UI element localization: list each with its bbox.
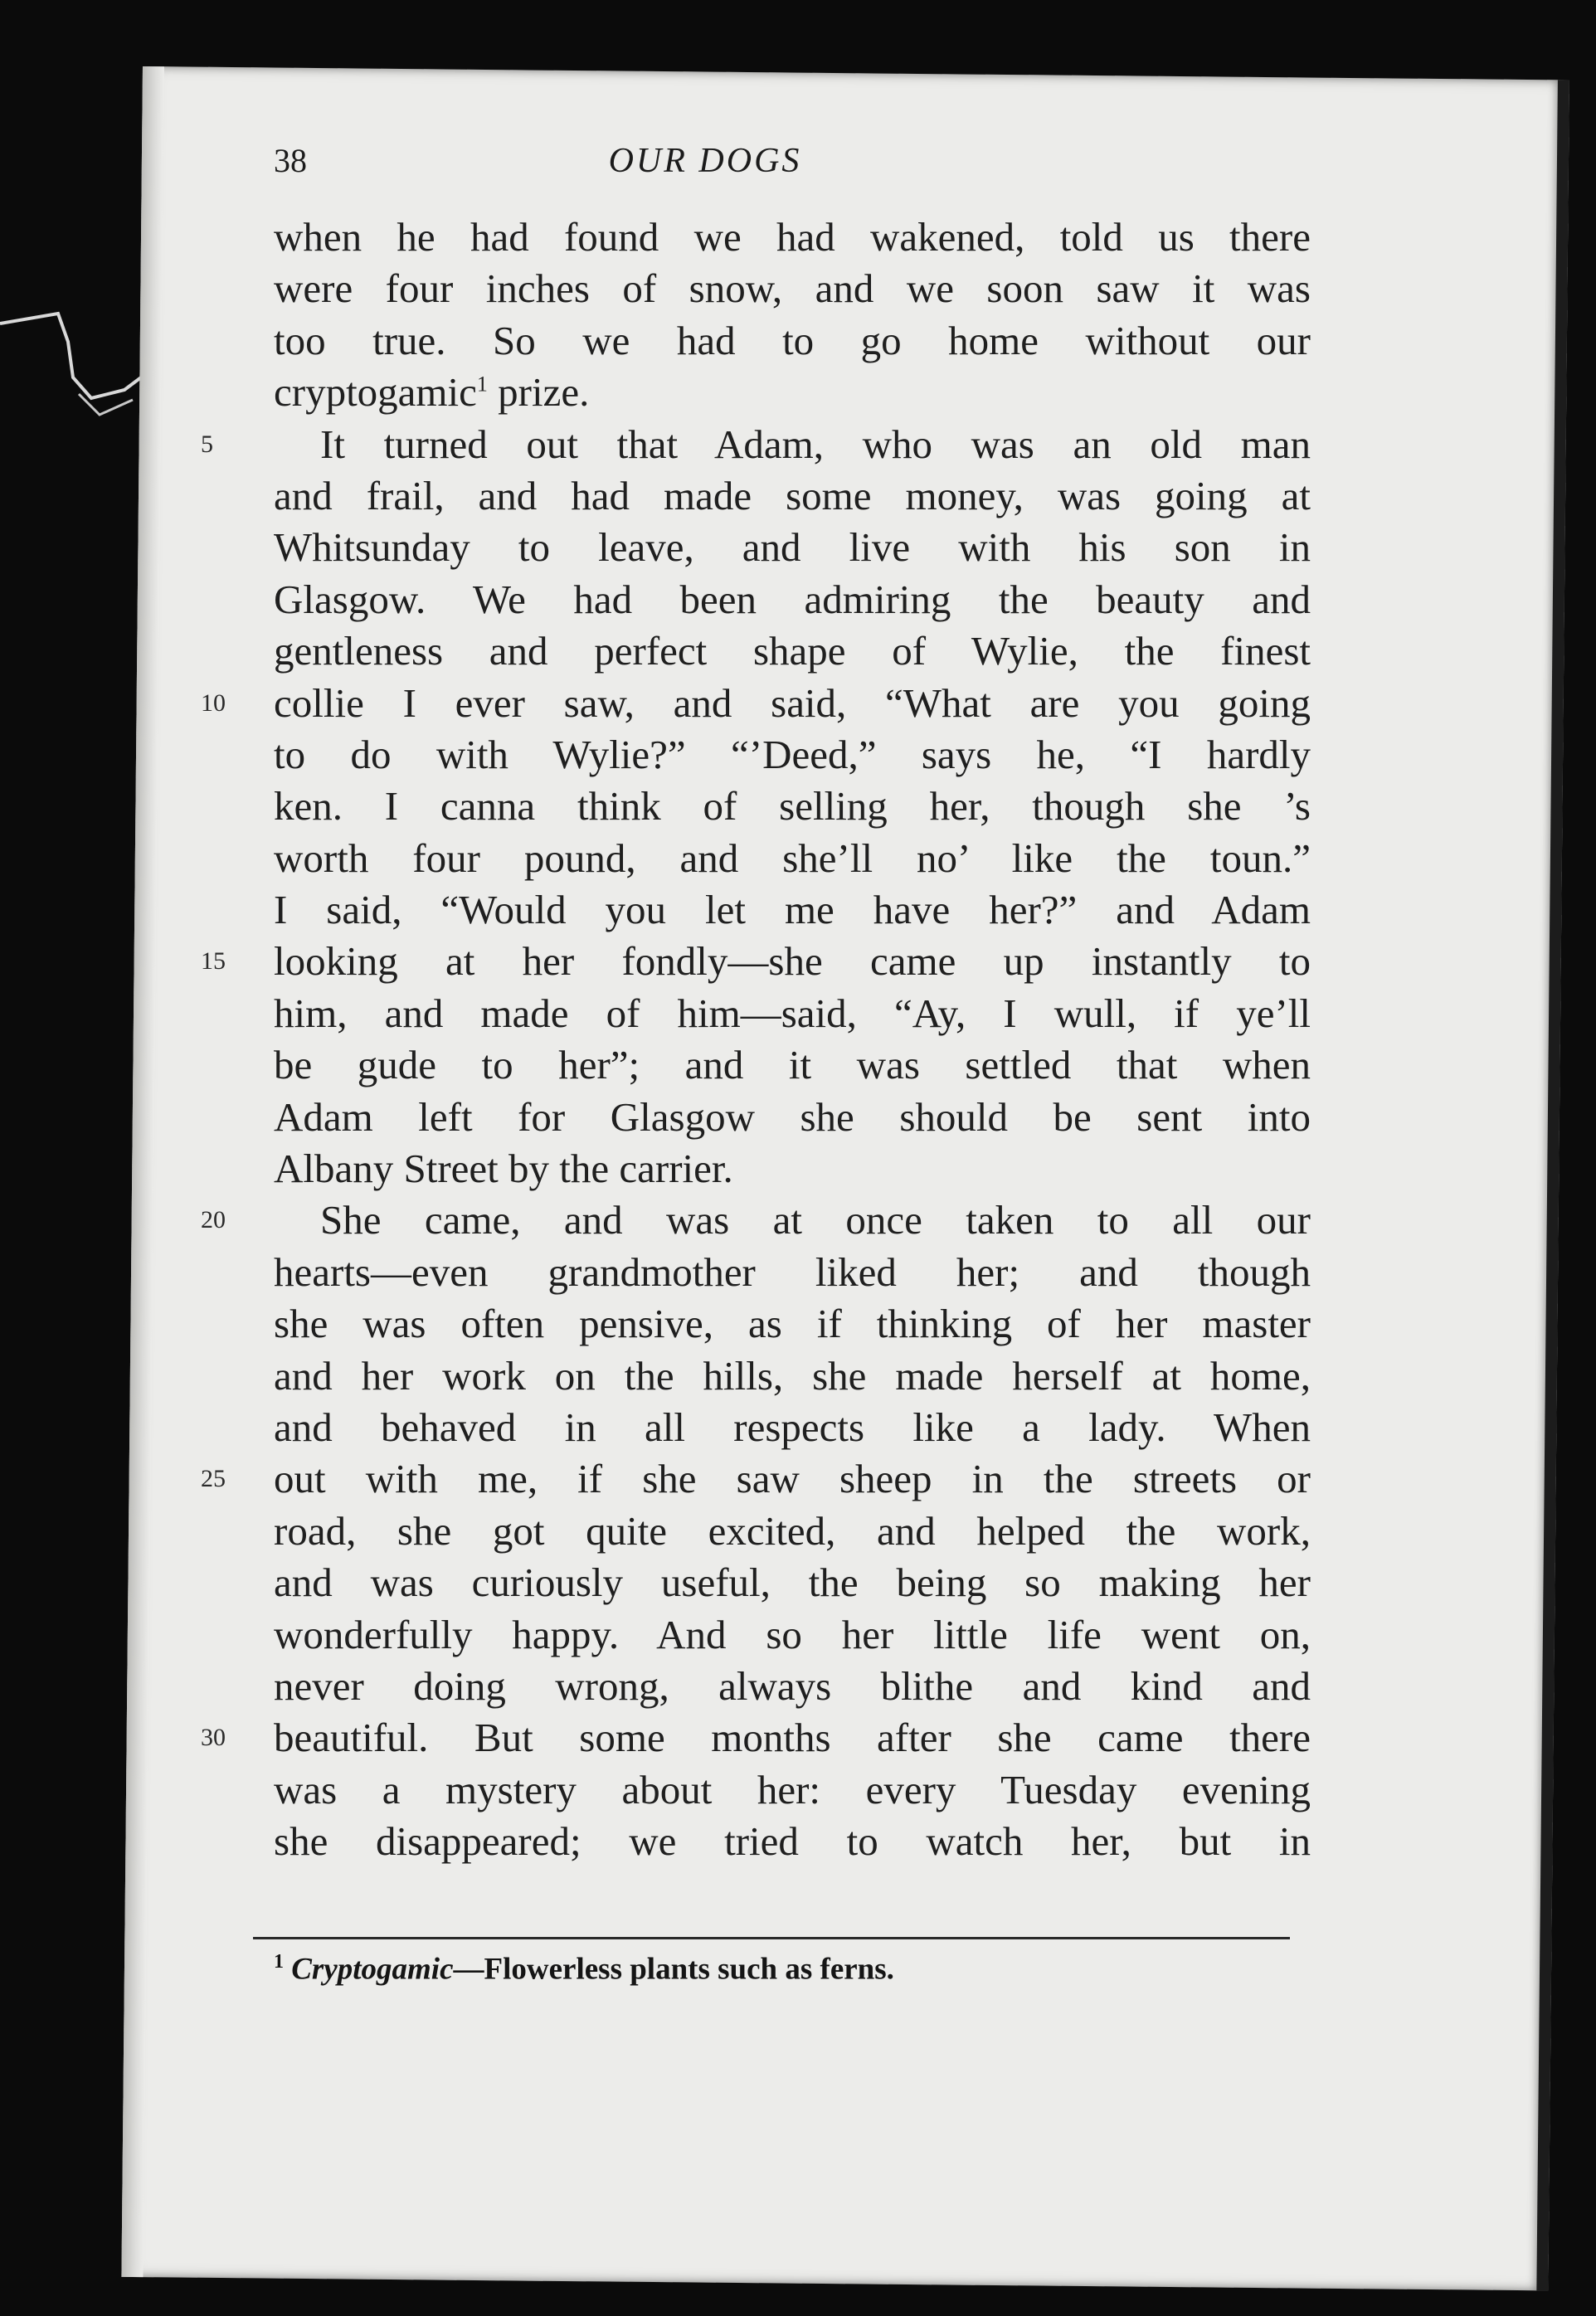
- line-number: 20: [201, 1206, 226, 1234]
- line-text-content: too true. So we had to go home without our: [274, 317, 1311, 363]
- footnote-reference: 1: [476, 372, 488, 397]
- line-text: [274, 1609, 1311, 1661]
- line-text-content: road, she got quite excited, and helped the work,: [274, 1507, 1311, 1554]
- line-number: 5: [201, 430, 213, 458]
- line-text-content: worth four pound, and she’ll no’ like the toun.”: [274, 834, 1311, 881]
- line-text-content: and her work on the hills, she made herself at home,: [274, 1352, 1311, 1399]
- line-text-content: was a mystery about her: every Tuesday evening: [274, 1766, 1311, 1812]
- text-line: [201, 1453, 1311, 1505]
- line-text: [274, 574, 1311, 625]
- page-header: [274, 141, 1352, 199]
- body-text: [201, 212, 1311, 1868]
- text-line: [274, 1092, 1311, 1143]
- line-text: [274, 1816, 1311, 1867]
- line-text: [274, 1712, 1311, 1764]
- line-text-content: wonderfully happy. And so her little life went on,: [274, 1611, 1311, 1657]
- line-text-content: she was often pensive, as if thinking of her master: [274, 1301, 1311, 1347]
- line-text: [274, 212, 1311, 263]
- text-line: [274, 1506, 1311, 1557]
- text-line: [201, 1712, 1311, 1764]
- line-text-content: She came, and was at once taken to all our: [320, 1197, 1311, 1243]
- line-number: 10: [201, 688, 226, 717]
- line-text-content: Adam left for Glasgow she should be sent into: [274, 1093, 1311, 1140]
- line-text-content: Albany Street by the carrier.: [274, 1146, 733, 1192]
- line-text: [274, 1350, 1311, 1402]
- footnote-marker: 1: [274, 1951, 284, 1973]
- text-line: [274, 574, 1311, 625]
- line-text: [274, 1194, 1311, 1246]
- text-line: [274, 1609, 1311, 1661]
- line-number: 25: [201, 1465, 226, 1493]
- line-text: [274, 1092, 1311, 1143]
- text-line: [274, 1764, 1311, 1816]
- line-text-content: hearts—even grandmother liked her; and though: [274, 1248, 1311, 1295]
- footnote-rule: [253, 1937, 1290, 1939]
- line-text-content: Whitsunday to leave, and live with his son in: [274, 524, 1311, 571]
- line-text: [274, 1247, 1311, 1298]
- line-text-content: I said, “Would you let me have her?” and Adam: [274, 887, 1311, 933]
- text-line: [274, 1143, 1311, 1194]
- line-text: [274, 1039, 1311, 1091]
- line-text: [274, 988, 1311, 1039]
- text-line: [274, 884, 1311, 936]
- line-text-content: and frail, and had made some money, was going at: [274, 472, 1311, 518]
- line-text: [274, 1453, 1311, 1505]
- line-text-content: out with me, if she saw sheep in the streets or: [274, 1456, 1311, 1502]
- text-line: [274, 1402, 1311, 1453]
- footnote: [274, 1951, 1311, 1987]
- page-edge: [1536, 80, 1569, 2290]
- line-text-content: to do with Wylie?” “’Deed,” says he, “I hardly: [274, 731, 1311, 777]
- line-text: [274, 1143, 1311, 1194]
- paper-tear-mark: [0, 299, 158, 431]
- line-text: [274, 884, 1311, 936]
- line-text: [274, 1557, 1311, 1608]
- text-line: [274, 625, 1311, 677]
- text-line: [201, 1194, 1311, 1246]
- text-line: [274, 781, 1311, 832]
- line-text-content: gentleness and perfect shape of Wylie, the finest: [274, 628, 1311, 674]
- line-text: [274, 936, 1311, 987]
- line-text-content: It turned out that Adam, who was an old man: [320, 421, 1311, 467]
- text-line: [274, 1247, 1311, 1298]
- line-text: [274, 470, 1311, 522]
- line-text: [274, 522, 1311, 573]
- footnote-term: Cryptogamic: [291, 1952, 454, 1987]
- text-line: [274, 729, 1311, 781]
- line-text: [274, 1298, 1311, 1350]
- text-line: [274, 1298, 1311, 1350]
- line-text-content: she disappeared; we tried to watch her, but in: [274, 1818, 1311, 1865]
- line-text: [274, 419, 1311, 470]
- line-text-content: never doing wrong, always blithe and kind and: [274, 1662, 1311, 1709]
- line-text-content: cryptogamic: [274, 369, 477, 416]
- line-text: [274, 263, 1311, 314]
- text-line: [274, 988, 1311, 1039]
- page-number: 38: [274, 142, 307, 179]
- line-number: 15: [201, 947, 226, 976]
- line-text: [274, 625, 1311, 677]
- text-line: [274, 470, 1311, 522]
- line-text-content: and behaved in all respects like a lady. When: [274, 1404, 1311, 1450]
- text-line: [274, 315, 1311, 367]
- line-text: [274, 367, 1311, 418]
- line-text-content: and was curiously useful, the being so making her: [274, 1559, 1311, 1606]
- line-text-continuation: prize.: [487, 369, 590, 416]
- text-line: [274, 263, 1311, 314]
- running-title: OUR DOGS: [608, 142, 802, 180]
- footnote-definition: —Flowerless plants such as ferns.: [453, 1952, 894, 1987]
- line-text-content: ken. I canna think of selling her, though she ’s: [274, 783, 1311, 830]
- line-text-content: when he had found we had wakened, told us there: [274, 214, 1311, 260]
- line-text: [274, 1402, 1311, 1453]
- text-line: [274, 212, 1311, 263]
- line-text: [274, 315, 1311, 367]
- line-text: [274, 678, 1311, 729]
- line-number: 30: [201, 1724, 226, 1752]
- text-line: [274, 522, 1311, 573]
- line-text: [274, 729, 1311, 781]
- text-line: [274, 833, 1311, 884]
- line-text-content: beautiful. But some months after she came there: [274, 1715, 1311, 1761]
- text-line: [201, 678, 1311, 729]
- line-text: [274, 833, 1311, 884]
- text-line: [201, 419, 1311, 470]
- line-text-content: be gude to her”; and it was settled that when: [274, 1042, 1311, 1088]
- text-line: [201, 936, 1311, 987]
- line-text-content: him, and made of him—said, “Ay, I wull, if ye’ll: [274, 990, 1311, 1036]
- text-line: [274, 367, 1311, 418]
- line-text-content: collie I ever saw, and said, “What are you going: [274, 679, 1311, 726]
- text-line: [274, 1039, 1311, 1091]
- line-text: [274, 1661, 1311, 1712]
- text-line: [274, 1557, 1311, 1608]
- text-line: [274, 1661, 1311, 1712]
- line-text: [274, 1506, 1311, 1557]
- text-line: [274, 1816, 1311, 1867]
- text-line: [274, 1350, 1311, 1402]
- line-text-content: were four inches of snow, and we soon saw it was: [274, 265, 1311, 312]
- line-text: [274, 1764, 1311, 1816]
- line-text-content: Glasgow. We had been admiring the beauty and: [274, 576, 1311, 622]
- line-text-content: looking at her fondly—she came up instantly to: [274, 938, 1311, 985]
- line-text: [274, 781, 1311, 832]
